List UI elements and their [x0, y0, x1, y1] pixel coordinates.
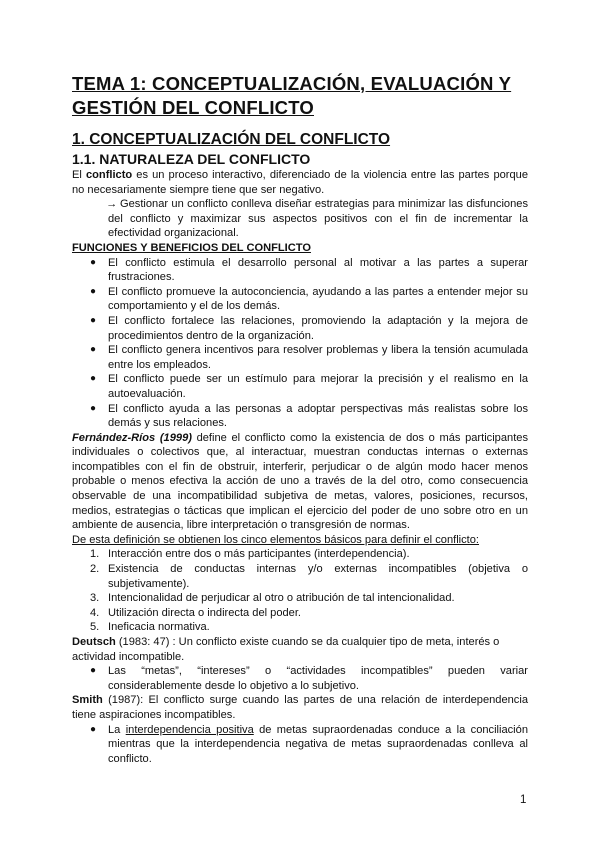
- list-item: ● El conflicto promueve la autoconciencia, ayudando a las partes a entender mejor su comportamiento y el de los demás.: [90, 285, 528, 313]
- list-item: ● El conflicto fortalece las relaciones, promoviendo la adaptación y la mejora de procedimientos dentro de la organización.: [90, 314, 528, 342]
- arrow-icon: →: [106, 198, 118, 211]
- list-item: ● El conflicto genera incentivos para resolver problemas y libera la tensión acumulada entre los empleados.: [90, 344, 528, 371]
- smith-paragraph: Smith (1987): El conflicto surge cuando las partes de una relación de interdependencia tiene aspiraciones incompatibles.: [72, 694, 528, 721]
- functions-list: [72, 256, 528, 431]
- interdependencia-positiva-term: interdependencia positiva: [125, 723, 254, 736]
- document-page: [72, 72, 528, 766]
- deutsch-list: [72, 664, 528, 693]
- elements-heading: De esta definición se obtienen los cinco elementos básicos para definir el conflicto:: [72, 533, 480, 546]
- bullet-icon: ●: [90, 285, 97, 297]
- list-item: 2. Existencia de conductas internas y/o externas incompatibles (objetiva o subjetivamente).: [90, 563, 528, 590]
- bullet-icon: ●: [90, 314, 97, 326]
- title-line-2: GESTIÓN DEL CONFLICTO: [72, 97, 314, 118]
- list-item: ● El conflicto ayuda a las personas a adoptar perspectivas más realistas sobre los demás y sus relaciones.: [90, 402, 528, 430]
- smith-author: Smith: [72, 694, 103, 707]
- bullet-icon: ●: [90, 723, 97, 735]
- list-item: 1. Interacción entre dos o más participantes (interdependencia).: [90, 548, 410, 561]
- bullet-icon: ●: [90, 373, 97, 385]
- fernandez-paragraph: Fernández-Ríos (1999) define el conflicto como la existencia de dos o más participantes individuales o colectivos que, al interactuar, muestran conductas internas o externas incompatibles con el fin de obstruir, interferir, perjudicar o de algún modo hacer menos probable o menos efectiva la acción de uno a través de la del otro, como consecuencia observable de una incompatibilidad subjetiva de metas, valores, posiciones, recursos, medios, estrategias o tácticas que implican el ejercicio del poder de uno sobre otro en un ambiente de ausencia, libre interpretación o transgresión de normas.: [72, 431, 528, 532]
- smith-list: [72, 723, 528, 767]
- bullet-icon: ●: [90, 256, 97, 268]
- fernandez-author: Fernández-Ríos (1999): [72, 431, 192, 444]
- list-item: 3. Intencionalidad de perjudicar al otro o atribución de tal intencionalidad.: [90, 592, 455, 605]
- list-item: 4. Utilización directa o indirecta del poder.: [90, 606, 302, 619]
- document-title: [72, 72, 528, 120]
- list-item: ● El conflicto estimula el desarrollo personal al motivar a las partes a superar frustraciones.: [90, 256, 528, 284]
- bullet-icon: ●: [90, 665, 97, 677]
- elements-list: [72, 547, 528, 635]
- list-item: ● El conflicto puede ser un estímulo para mejorar la precisión y el realismo en la autoevaluación.: [90, 373, 528, 400]
- list-item: ● Las “metas”, “intereses” o “actividades incompatibles” pueden variar considerablemente desde lo objetivo a lo subjetivo.: [90, 665, 528, 692]
- deutsch-paragraph: Deutsch (1983: 47) : Un conflicto existe cuando se da cualquier tipo de meta, interés o actividad incompatible.: [72, 636, 500, 663]
- arrow-paragraph: → Gestionar un conflicto conlleva diseñar estrategias para minimizar las disfunciones del conflicto y maximizar sus aspectos positivos con el fin de incrementar la efectividad organizacional.: [106, 198, 528, 240]
- section-heading: 1. CONCEPTUALIZACIÓN DEL CONFLICTO: [72, 131, 391, 148]
- bullet-icon: ●: [90, 344, 97, 356]
- list-item: ● La interdependencia positiva de metas supraordenadas conduce a la conciliación mientras que la interdependencia negativa de metas supraordenadas conlleva al conflicto.: [90, 723, 528, 765]
- title-line-1: TEMA 1: CONCEPTUALIZACIÓN, EVALUACIÓN Y: [72, 73, 512, 94]
- deutsch-author: Deutsch: [72, 636, 116, 648]
- page-number: 1: [520, 794, 527, 806]
- functions-heading: FUNCIONES Y BENEFICIOS DEL CONFLICTO: [72, 241, 311, 254]
- bullet-icon: ●: [90, 402, 97, 414]
- conflicto-term: conflicto: [85, 169, 133, 181]
- intro-paragraph: El conflicto es un proceso interactivo, diferenciado de la violencia entre las partes porque no necesariamente siempre tiene que ser negativo.: [72, 169, 528, 196]
- list-item: 5. Ineficacia normativa.: [90, 621, 210, 634]
- subsection-heading: 1.1. NATURALEZA DEL CONFLICTO: [72, 151, 311, 167]
